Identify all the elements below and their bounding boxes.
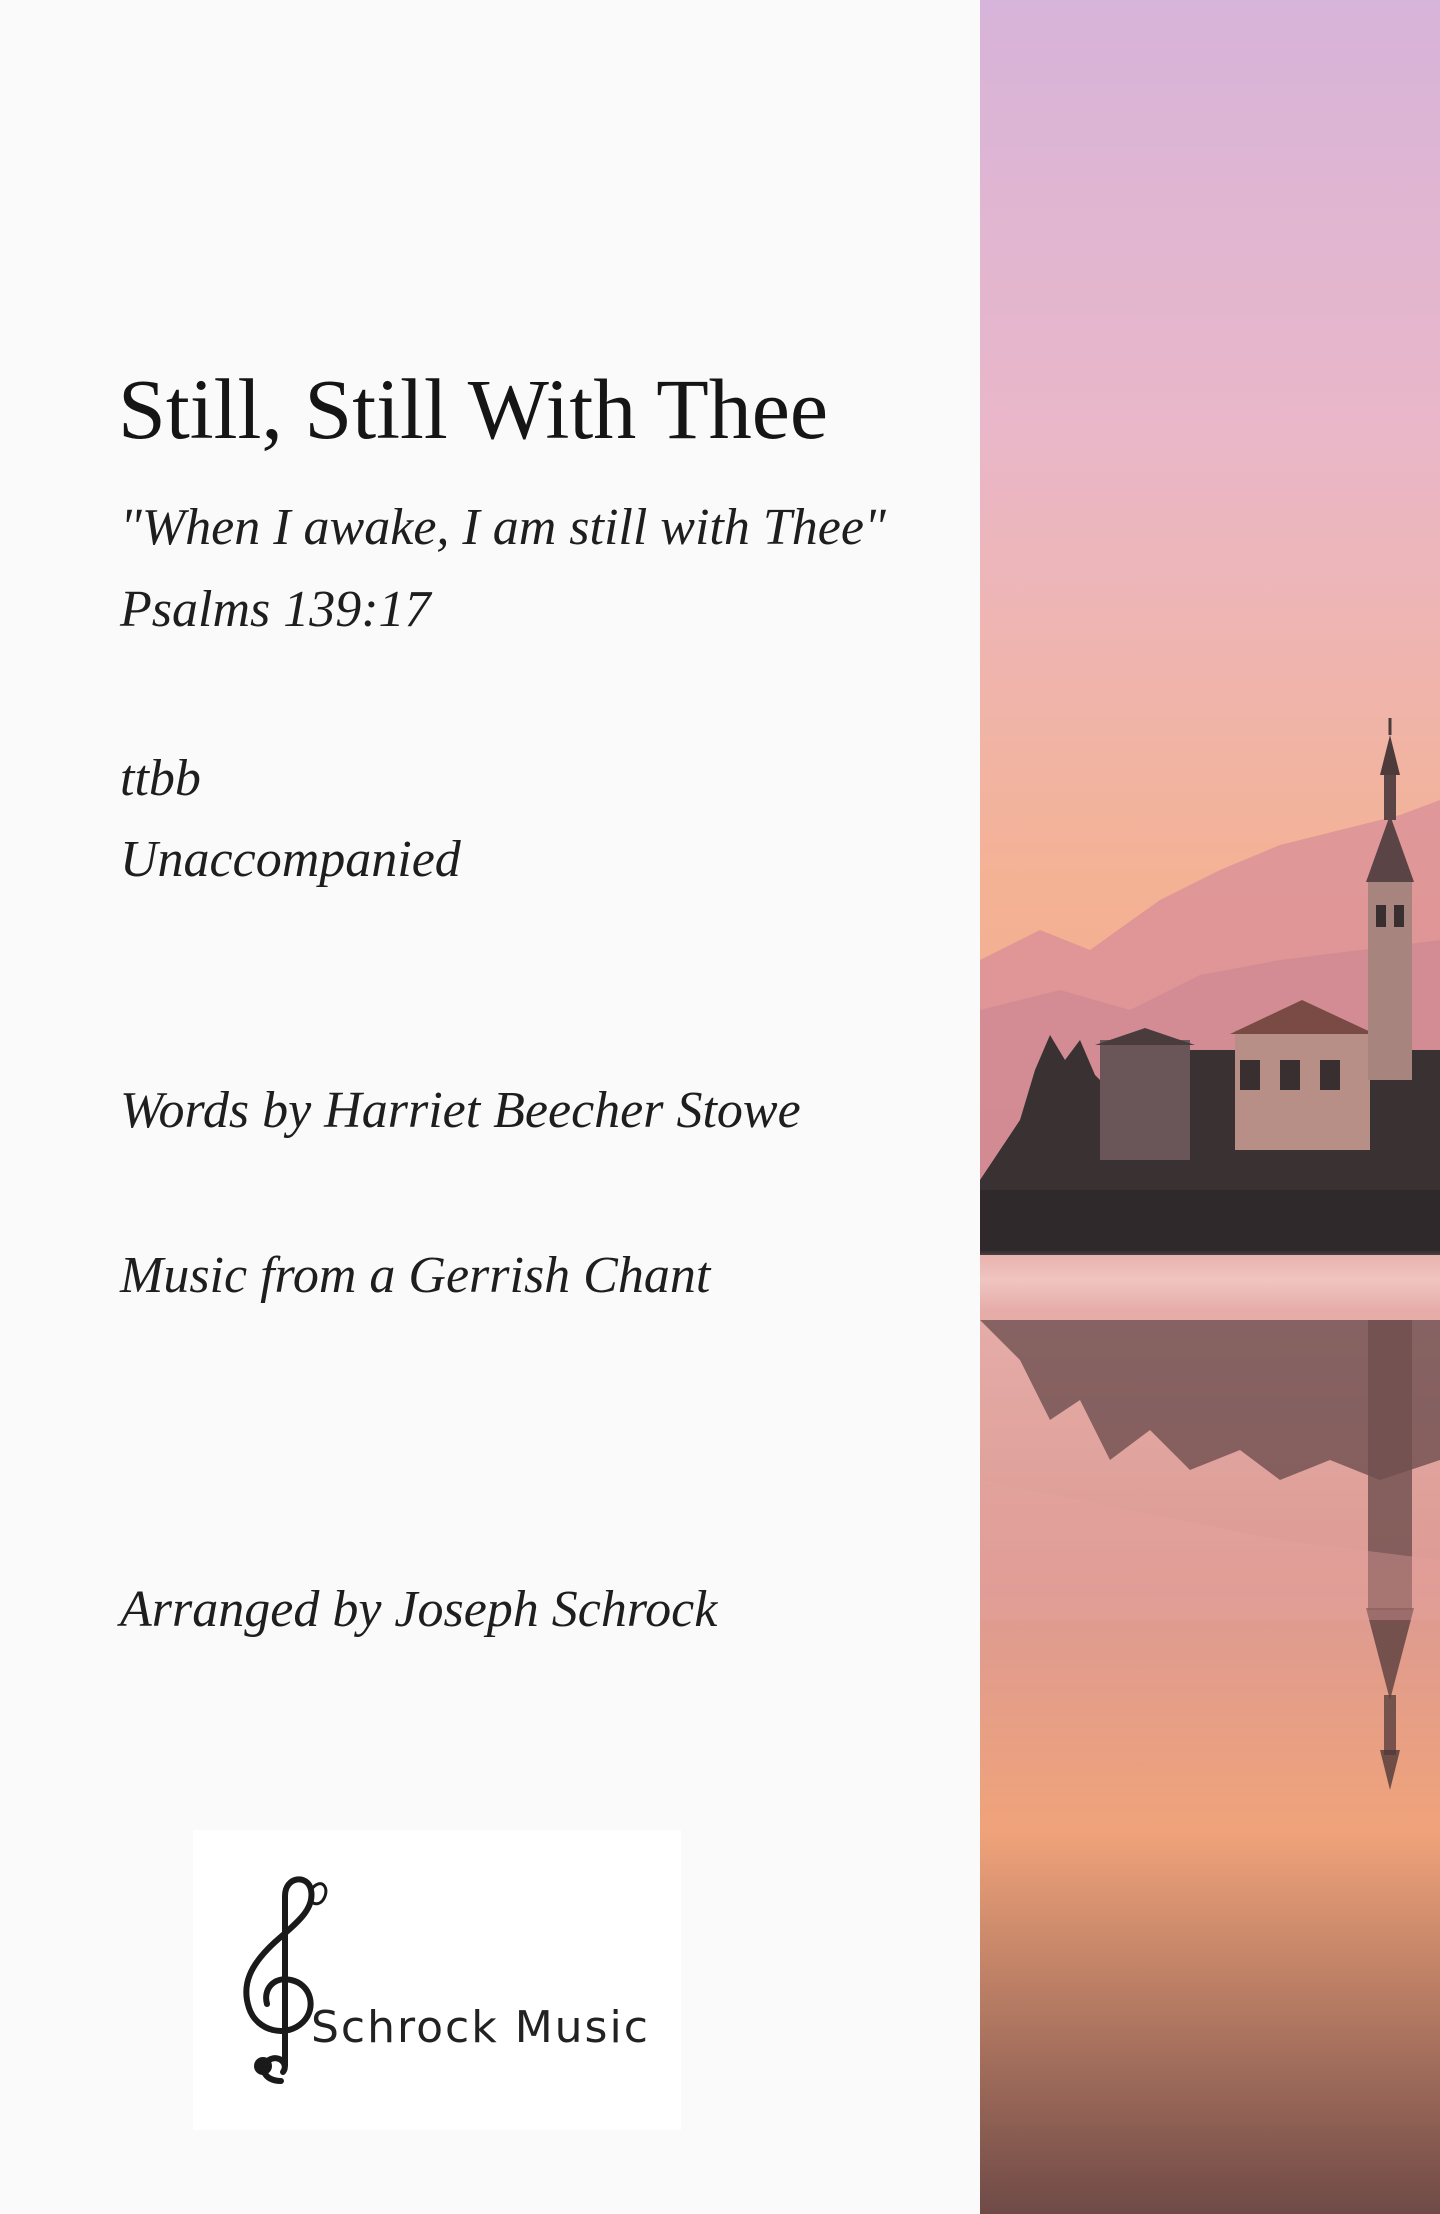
music-credit: Music from a Gerrish Chant [120,1247,711,1304]
scripture-reference: Psalms 139:17 [120,581,431,638]
voicing-label: ttbb [120,750,201,807]
accompaniment-label: Unaccompanied [120,831,461,888]
cover-title: Still, Still With Thee [118,361,829,457]
cover-photo [980,0,1440,2214]
arranger-credit: Arranged by Joseph Schrock [120,1581,718,1638]
treble-clef-icon [223,1866,333,2096]
publisher-logo [193,1830,681,2130]
scripture-quote: "When I awake, I am still with Thee" [120,499,886,556]
words-credit: Words by Harriet Beecher Stowe [120,1082,801,1139]
logo-wordmark: Schrock Music [311,2002,650,2053]
